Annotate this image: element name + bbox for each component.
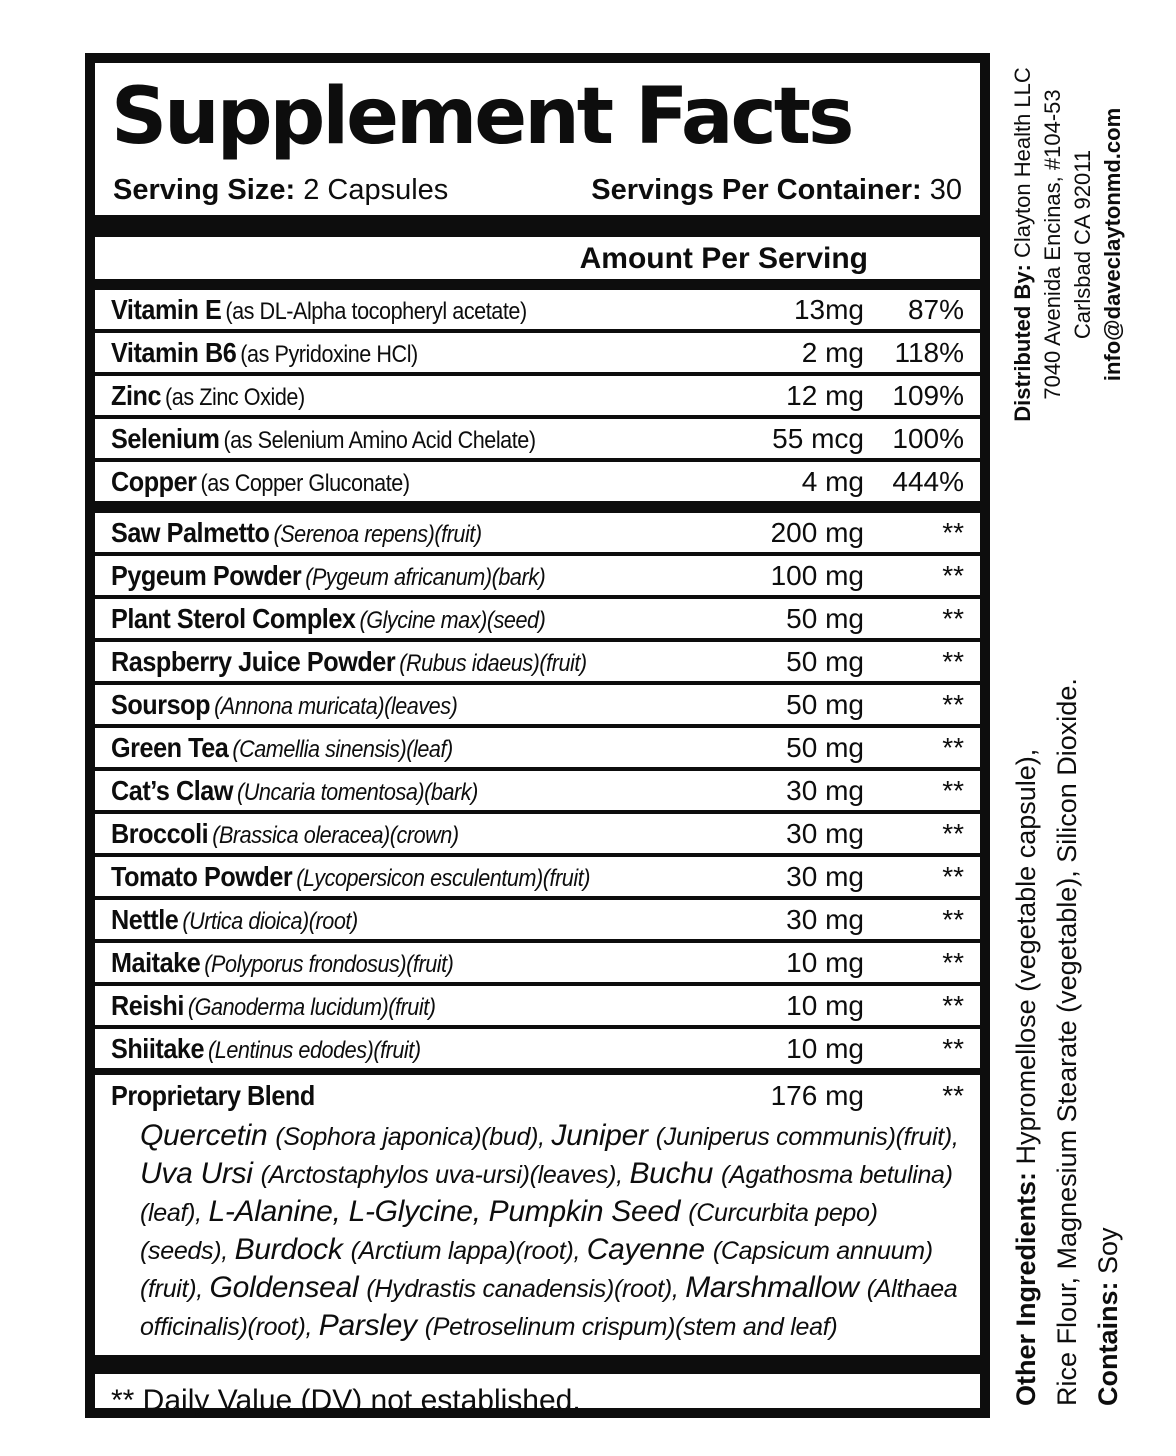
divider-header-thick	[95, 215, 980, 237]
ingredient-detail: (as Selenium Amino Acid Chelate)	[223, 426, 536, 454]
ingredient-daily-value: 100%	[892, 422, 964, 454]
ingredient-name: Vitamin E	[111, 293, 222, 325]
ingredient-name: Plant Sterol Complex	[111, 602, 356, 634]
divider-proprietary	[95, 1068, 980, 1075]
ingredient-amount: 4 mg	[801, 465, 864, 497]
ingredient-daily-value: **	[942, 645, 964, 677]
ingredient-amount: 30 mg	[786, 817, 864, 849]
serving-info-row	[95, 159, 980, 207]
blend-component-name: Marshmallow	[685, 1271, 867, 1304]
ingredient-amount: 50 mg	[786, 731, 864, 763]
distributor-address-line2: Carlsbad CA 92011	[1070, 149, 1095, 340]
ingredient-name: Soursop	[111, 688, 211, 720]
ingredient-row	[95, 857, 980, 896]
ingredient-daily-value: **	[942, 559, 964, 591]
other-ingredients-line1	[1006, 530, 1047, 1406]
ingredient-row	[95, 1029, 980, 1068]
blend-component-name: Goldenseal	[209, 1271, 367, 1304]
ingredient-daily-value: **	[942, 946, 964, 978]
other-ingredients-label: Other Ingredients:	[1011, 1171, 1041, 1406]
ingredient-daily-value: **	[942, 731, 964, 763]
blend-component-detail: (Sophora japonica)(bud),	[275, 1123, 552, 1151]
ingredient-amount: 200 mg	[770, 516, 864, 548]
ingredient-amount: 10 mg	[786, 1032, 864, 1064]
servings-per-container-label: Servings Per Container:	[591, 174, 922, 206]
proprietary-blend-row	[95, 1075, 980, 1117]
ingredient-daily-value: **	[942, 903, 964, 935]
divider-section	[95, 501, 980, 513]
ingredient-daily-value: 118%	[894, 336, 964, 368]
ingredient-detail: (Polyporus frondosus)(fruit)	[204, 950, 454, 978]
ingredient-amount: 10 mg	[786, 989, 864, 1021]
serving-size-value: 2 Capsules	[303, 174, 449, 206]
ingredient-detail: (Pygeum africanum)(bark)	[305, 563, 546, 591]
divider-header-medium	[95, 279, 980, 290]
ingredient-amount: 30 mg	[786, 774, 864, 806]
ingredient-name: Maitake	[111, 946, 201, 978]
ingredient-amount: 100 mg	[770, 559, 864, 591]
blend-component-name: Buchu	[629, 1157, 722, 1190]
ingredient-daily-value: 109%	[892, 379, 964, 411]
ingredient-row	[95, 986, 980, 1025]
proprietary-blend-name: Proprietary Blend	[111, 1080, 315, 1111]
other-ingredients-block	[1006, 530, 1132, 1406]
ingredient-row	[95, 290, 980, 329]
blend-description	[95, 1117, 980, 1355]
ingredient-name: Green Tea	[111, 731, 229, 763]
ingredient-row	[95, 642, 980, 681]
servings-per-container-value: 30	[929, 174, 962, 206]
panel-title: Supplement Facts	[111, 72, 852, 162]
ingredient-name: Broccoli	[111, 817, 209, 849]
ingredient-row	[95, 513, 980, 552]
ingredient-detail: (Brassica oleracea)(crown)	[212, 821, 459, 849]
ingredient-row	[95, 462, 980, 501]
ingredient-amount: 2 mg	[801, 336, 864, 368]
ingredient-daily-value: 444%	[892, 465, 964, 497]
blend-component-detail: (Arctostaphylos uva-ursi)(leaves),	[260, 1161, 630, 1189]
blend-component-detail: (Curcurbita pepo)(seeds),	[140, 1199, 878, 1265]
blend-component-detail: (Capsicum annuum)(fruit),	[140, 1237, 933, 1303]
ingredient-detail: (Uncaria tomentosa)(bark)	[237, 778, 478, 806]
blend-component-name: Parsley	[318, 1309, 425, 1342]
contains-line	[1088, 530, 1129, 1406]
amount-per-serving-header: Amount Per Serving	[579, 242, 868, 275]
ingredient-row	[95, 333, 980, 372]
ingredient-row	[95, 376, 980, 415]
ingredient-name: Tomato Powder	[111, 860, 293, 892]
distributor-block	[1008, 55, 1130, 434]
blend-component-detail: (Juniperus communis)(fruit),	[655, 1123, 959, 1151]
ingredient-name: Pygeum Powder	[111, 559, 302, 591]
ingredient-detail: (Serenoa repens)(fruit)	[273, 520, 482, 548]
divider-footnote	[95, 1355, 980, 1374]
ingredient-amount: 13mg	[793, 293, 864, 325]
ingredient-name: Saw Palmetto	[111, 516, 270, 548]
contains-label: Contains:	[1093, 1281, 1123, 1406]
ingredient-daily-value: **	[942, 602, 964, 634]
ingredient-detail: (Rubus idaeus)(fruit)	[399, 649, 587, 677]
other-ingredients-text1: Hypromellose (vegetable capsule),	[1011, 748, 1041, 1165]
ingredient-daily-value: **	[942, 774, 964, 806]
blend-component-detail: (Petroselinum crispum)(stem and leaf)	[424, 1313, 838, 1341]
ingredient-detail: (Glycine max)(seed)	[359, 606, 546, 634]
serving-size	[113, 173, 448, 207]
ingredient-detail: (Urtica dioica)(root)	[182, 907, 358, 935]
ingredient-name: Vitamin B6	[111, 336, 237, 368]
blend-component-name: Uva Ursi	[140, 1157, 261, 1190]
ingredient-detail: (as DL-Alpha tocopheryl acetate)	[225, 297, 527, 325]
ingredient-amount: 50 mg	[786, 602, 864, 634]
blend-component-name: Juniper	[551, 1119, 656, 1152]
distributor-line	[1008, 55, 1038, 434]
ingredient-daily-value: **	[942, 860, 964, 892]
ingredient-name: Raspberry Juice Powder	[111, 645, 396, 677]
distributor-company: Clayton Health LLC	[1010, 67, 1035, 258]
ingredient-name: Shiitake	[111, 1032, 205, 1064]
ingredient-name: Copper	[111, 465, 197, 497]
ingredient-row	[95, 771, 980, 810]
blend-component-name: Cayenne	[586, 1233, 713, 1266]
ingredient-amount: 50 mg	[786, 645, 864, 677]
blend-component-detail: (Hydrastis canadensis)(root),	[366, 1275, 686, 1303]
ingredient-amount: 10 mg	[786, 946, 864, 978]
ingredient-detail: (as Copper Gluconate)	[200, 469, 410, 497]
ingredient-row	[95, 685, 980, 724]
servings-per-container	[591, 173, 962, 207]
ingredient-daily-value: **	[942, 1032, 964, 1064]
ingredient-detail: (Lycopersicon esculentum)(fruit)	[296, 864, 591, 892]
ingredient-row	[95, 728, 980, 767]
vitamins-section	[95, 290, 980, 501]
ingredient-daily-value: **	[942, 817, 964, 849]
ingredient-amount: 30 mg	[786, 860, 864, 892]
ingredient-row	[95, 556, 980, 595]
blend-component-name: Quercetin	[140, 1119, 276, 1152]
distributed-by-label: Distributed By:	[1010, 264, 1035, 422]
botanicals-section	[95, 513, 980, 1068]
distributor-address-line1: 7040 Avenida Encinas, #104-53	[1040, 89, 1065, 400]
distributor-email: info@daveclaytonmd.com	[1100, 107, 1125, 382]
ingredient-detail: (Camellia sinensis)(leaf)	[232, 735, 453, 763]
blend-component-detail: (Althaea officinalis)(root),	[140, 1275, 958, 1341]
other-ingredients-line2: Rice Flour, Magnesium Stearate (vegetable), Silicon Dioxide.	[1052, 678, 1082, 1406]
ingredient-row	[95, 814, 980, 853]
ingredient-row	[95, 900, 980, 939]
ingredient-name: Nettle	[111, 903, 179, 935]
blend-component-detail: (Arctium lappa)(root),	[350, 1237, 587, 1265]
proprietary-blend-amount: 176 mg	[770, 1080, 864, 1111]
ingredient-amount: 55 mcg	[772, 422, 864, 454]
proprietary-blend-daily-value: **	[942, 1080, 964, 1111]
ingredient-row	[95, 599, 980, 638]
ingredient-detail: (Annona muricata)(leaves)	[214, 692, 458, 720]
blend-component-detail: (Agathosma betulina)(leaf),	[140, 1161, 953, 1227]
ingredient-name: Reishi	[111, 989, 184, 1021]
ingredient-name: Cat’s Claw	[111, 774, 234, 806]
ingredient-row	[95, 419, 980, 458]
ingredient-detail: (as Pyridoxine HCl)	[240, 340, 418, 368]
ingredient-amount: 12 mg	[786, 379, 864, 411]
ingredient-name: Selenium	[111, 422, 220, 454]
ingredient-detail: (Lentinus edodes)(fruit)	[208, 1036, 421, 1064]
blend-component-name: Burdock	[234, 1233, 351, 1266]
ingredient-amount: 30 mg	[786, 903, 864, 935]
ingredient-daily-value: 87%	[907, 293, 964, 325]
daily-value-footnote: ** Daily Value (DV) not established.	[111, 1384, 581, 1417]
ingredient-name: Zinc	[111, 379, 162, 411]
contains-value: Soy	[1093, 1227, 1123, 1274]
ingredient-daily-value: **	[942, 516, 964, 548]
supplement-facts-panel	[85, 53, 990, 1418]
blend-component-name: L-Alanine, L-Glycine, Pumpkin Seed	[208, 1195, 689, 1228]
ingredient-detail: (Ganoderma lucidum)(fruit)	[187, 993, 436, 1021]
ingredient-detail: (as Zinc Oxide)	[165, 383, 305, 411]
ingredient-row	[95, 943, 980, 982]
serving-size-label: Serving Size:	[113, 174, 296, 206]
ingredient-daily-value: **	[942, 989, 964, 1021]
ingredient-amount: 50 mg	[786, 688, 864, 720]
ingredient-daily-value: **	[942, 688, 964, 720]
